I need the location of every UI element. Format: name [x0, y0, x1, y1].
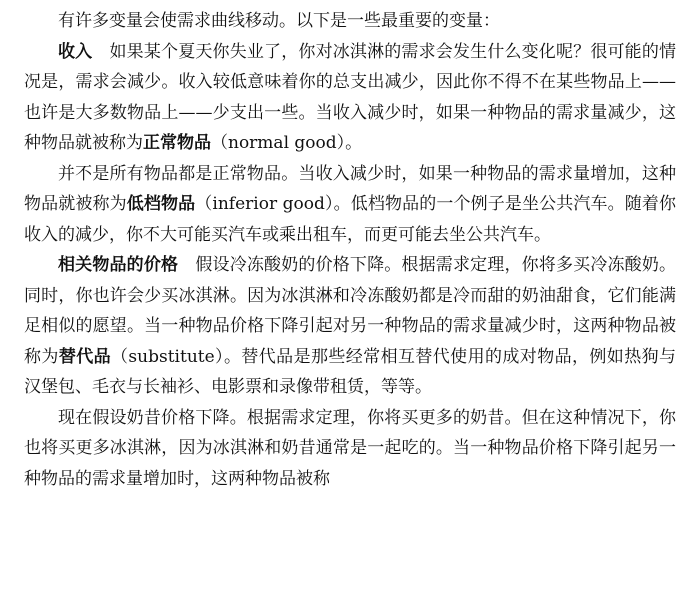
- substitute-term: 替代品: [58, 346, 112, 367]
- inferior-text-end: （inferior good）。低档物品的一个例子是坐公共汽车。随着你收入的减少，你不大可能买汽车或乘出租车，而更可能去坐公共汽车。: [24, 194, 677, 245]
- income-text-end: （normal good）。: [211, 133, 363, 153]
- inferior-good-term: 低档物品: [126, 194, 196, 214]
- page-bottom-edge: [0, 583, 692, 593]
- related-prices-paragraph: [24, 250, 676, 403]
- related-prices-text-end: （substitute）。替代品是那些经常相互替代使用的成对物品，例如热狗与汉堡包、毛衣与长袖衫、电影票和录像带租赁，等等。: [24, 346, 677, 397]
- income-paragraph: [24, 37, 676, 159]
- income-heading: 收入: [58, 41, 93, 62]
- inferior-paragraph: [24, 159, 676, 251]
- related-prices-text: 假设冷冻酸奶的价格下降。根据需求定理，你将多买冷冻酸奶。同时，你也许会少买冰淇淋。因为冰淇淋和冷冻酸奶都是冷而甜的奶油甜食，它们能满足相似的愿望。当一种物品价格下降引起对另一种物品的需求量减少时，这两种物品被称为: [24, 255, 677, 367]
- related-prices-heading: 相关物品的价格: [58, 255, 179, 275]
- normal-good-term: 正常物品: [143, 133, 211, 153]
- intro-paragraph: 有许多变量会使需求曲线移动。以下是一些最重要的变量：: [58, 11, 500, 31]
- income-text: 如果某个夏天你失业了，你对冰淇淋的需求会发生什么变化呢？很可能的情况是，需求会减少。收入较低意味着你的总支出减少，因此你不得不在某些物品上——也许是大多数物品上——少支出一些。当收入减少时，如果一种物品的需求量减少，这种物品就被称为: [24, 41, 676, 153]
- document-page: [24, 6, 676, 494]
- complement-paragraph: 现在假设奶昔价格下降。根据需求定理，你将买更多的奶昔。但在这种情况下，你也将买更多冰淇淋，因为冰淇淋和奶昔通常是一起吃的。当一种物品价格下降引起另一种物品的需求量增加时，这两种物品被称: [24, 407, 676, 489]
- inferior-text: 并不是所有物品都是正常物品。当收入减少时，如果一种物品的需求量增加，这种物品就被称为: [24, 163, 676, 214]
